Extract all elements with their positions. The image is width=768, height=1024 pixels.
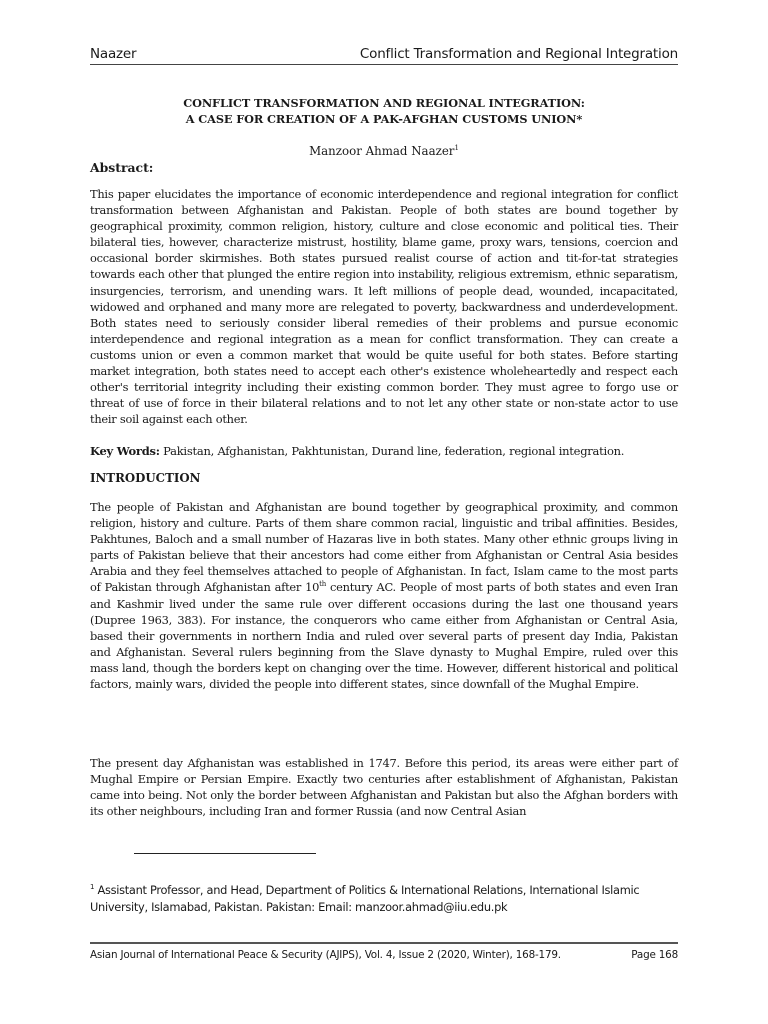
footnote — [90, 879, 678, 916]
footnote-mark: 1 — [90, 883, 95, 891]
keywords-text: Pakistan, Afghanistan, Pakhtunistan, Durand line, federation, regional integration. — [159, 444, 625, 458]
title-line-2: A CASE FOR CREATION OF A PAK-AFGHAN CUSTOMS UNION* — [185, 112, 583, 126]
keywords — [90, 443, 678, 459]
introduction-paragraph-2: The present day Afghanistan was established in 1747. Before this period, its areas were either part of Mughal Empire or Persian Empire. Exactly two centuries after establishment of Afghanistan, Pakistan came into being. Not only the border between Afghanistan and Pakistan but also the Afghan borders with its other neighbours, including Iran and former Russia (and now Central Asian — [90, 756, 678, 819]
footnote-separator — [134, 853, 316, 854]
introduction-heading: INTRODUCTION — [90, 471, 201, 485]
author-footnote-mark[interactable]: 1 — [454, 144, 459, 153]
ordinal-superscript: th — [319, 580, 326, 589]
paragraph-1-part-a: The people of Pakistan and Afghanistan are bound together by geographical proximity, and common religion, history and culture. Parts of them share common racial, linguistic and tribal affinities. Besides, Pakhtunes, Baloch and a small number of Hazaras live in both states. Many other ethnic groups living in parts of Pakistan believe that their ancestors had come either from Afghanistan or Central Asia besides Arabia and they feel themselves attached to people of Afghanistan. In fact, Islam came to the most parts of Pakistan through Afghanistan after 10 — [90, 500, 678, 595]
abstract-text: This paper elucidates the importance of economic interdependence and regional integration for conflict transformation between Afghanistan and Pakistan. People of both states are bound together by geographical proximity, common religion, history, culture and close economic and political ties. Their bilateral ties, however, characterize mistrust, hostility, blame game, proxy wars, tensions, coercion and occasional border skirmishes. Both states pursued realist course of action and tit-for-tat strategies towards each other that plunged the entire region into instability, religious extremism, ethnic separatism, insurgencies, terrorism, and unending wars. It left millions of people dead, wounded, incapacitated, widowed and orphaned and many more are relegated to poverty, backwardness and underdevelopment. Both states need to seriously consider liberal remedies of their problems and pursue economic interdependence and regional integration as a mean for conflict transformation. They can create a customs union or even a common market that would be quite useful for both states. Before starting market integration, both states need to accept each other's existence wholeheartedly and respect each other's territorial integrity including their existing common border. They must agree to forgo use or threat of use of force in their bilateral relations and to not let any other state or non-state actor to use their soil against each other. — [90, 187, 678, 427]
paper-page — [90, 0, 678, 1024]
header-author: Naazer — [90, 46, 137, 62]
paragraph-1-part-b: century AC. People of most parts of both states and even Iran and Kashmir lived under the same rule over different occasions during the last one thousand years (Dupree 1963, 383). For instance, the conquerors who came either from Afghanistan or Central Asia, based their governments in northern India and ruled over several parts of present day India, Pakistan and Afghanistan. Several rulers beginning from the Slave dynasty to Mughal Empire, ruled over this mass land, though the borders kept on changing over the time. However, different historical and political factors, mainly wars, divided the people into different states, since downfall of the Mughal Empire. — [90, 580, 678, 692]
paper-title — [90, 95, 678, 127]
footnote-text: Assistant Professor, and Head, Department of Politics & International Relations, International Islamic University, Islamabad, Pakistan. Pakistan: Email: manzoor.ahmad@iiu.edu.pk — [90, 882, 640, 914]
footer-citation: Asian Journal of International Peace & Security (AJIPS), Vol. 4, Issue 2 (2020, Winter), 168-179. — [90, 949, 561, 961]
keywords-label: Key Words: — [90, 444, 160, 458]
abstract-heading: Abstract: — [90, 160, 154, 175]
running-header — [90, 46, 678, 65]
author-line — [90, 144, 678, 158]
title-line-1: CONFLICT TRANSFORMATION AND REGIONAL INTEGRATION: — [183, 96, 585, 110]
introduction-paragraph-1 — [90, 499, 678, 692]
header-running-title: Conflict Transformation and Regional Integration — [359, 46, 678, 62]
running-footer — [90, 942, 678, 961]
author-name: Manzoor Ahmad Naazer — [309, 144, 455, 158]
footer-page-number: Page 168 — [631, 949, 678, 961]
